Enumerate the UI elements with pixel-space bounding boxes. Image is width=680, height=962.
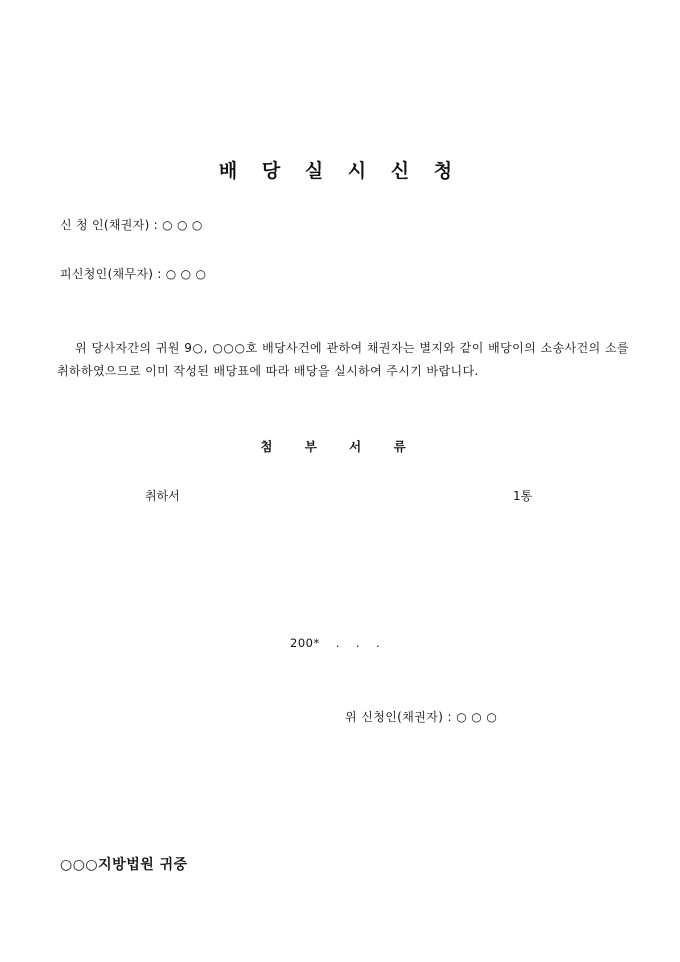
- applicant-line: 신 청 인(채권자) : ○ ○ ○: [60, 218, 203, 232]
- document-title: 배 당 실 시 신 청: [218, 160, 462, 182]
- respondent-line: 피신청인(채무자) : ○ ○ ○: [60, 267, 207, 281]
- date-separator: .: [376, 636, 381, 650]
- date-line: [290, 636, 380, 650]
- attachments-heading: 첨 부 서 류: [260, 439, 420, 454]
- court-addressee: ○○○지방법원 귀중: [60, 857, 188, 873]
- signature-line: 위 신청인(채권자) : ○ ○ ○: [345, 710, 498, 724]
- body-paragraph: 위 당사자간의 귀원 9○, ○○○호 배당사건에 관하여 채권자는 별지와 같이 배당이의 소송사건의 소를 취하하였으므로 이미 작성된 배당표에 따라 배당을 실시하여 주시기 바랍니다.: [57, 341, 629, 378]
- attachment-item-name: 취하서: [145, 489, 180, 503]
- date-year: 200*: [290, 636, 320, 650]
- date-separator: .: [355, 636, 361, 650]
- date-separator: .: [335, 636, 340, 650]
- attachment-item-count: 1통: [513, 489, 533, 503]
